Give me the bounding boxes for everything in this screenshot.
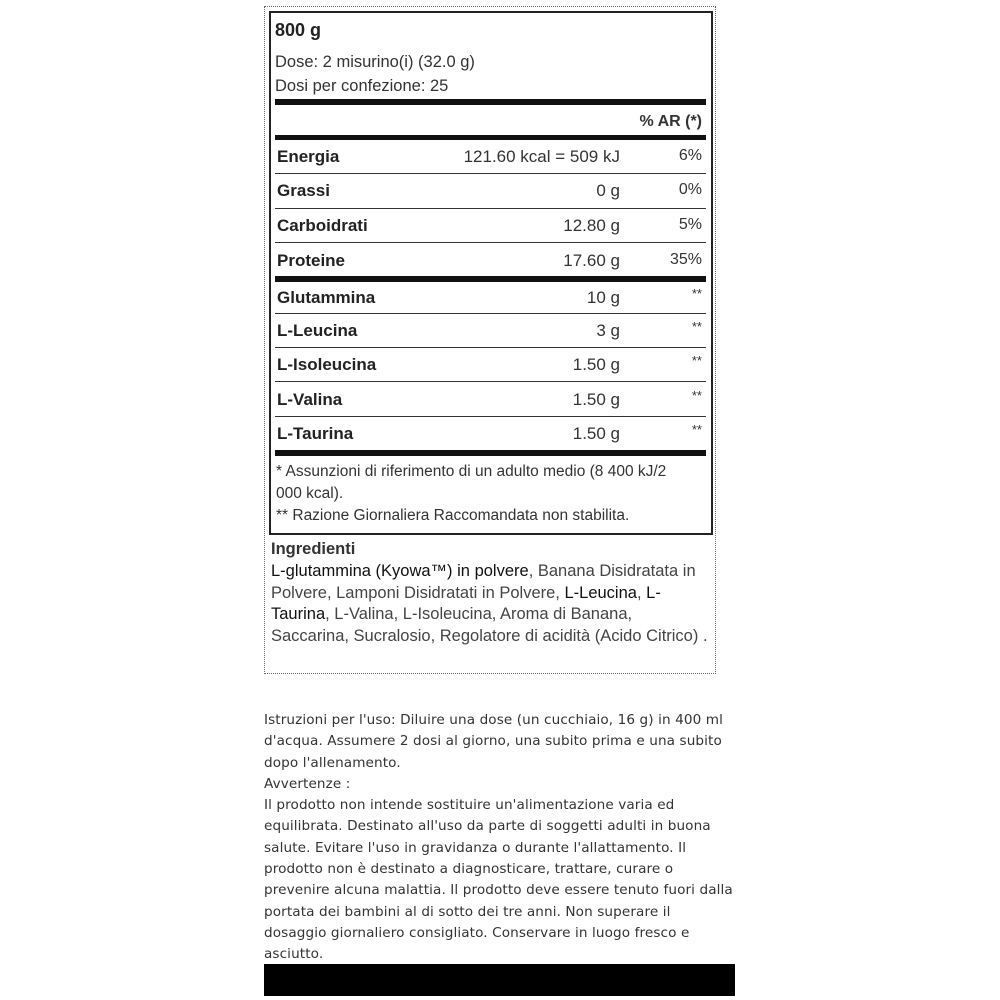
nutrient-row (275, 213, 706, 241)
aminoacid-row (275, 318, 706, 346)
aminoacid-name: L-Valina (277, 390, 343, 409)
aminoacid-ar: ** (691, 422, 702, 437)
nutrient-value: 12.80 g (563, 216, 620, 235)
aminoacid-ar: ** (691, 353, 702, 368)
nutrient-ar: 6% (678, 147, 702, 164)
aminoacid-name: L-Isoleucina (277, 355, 377, 374)
package-weight: 800 g (275, 20, 322, 40)
aminoacid-name: Glutammina (277, 288, 376, 307)
ingredients-title: Ingredienti (271, 540, 356, 558)
footnote-reference-intake: * Assunzioni di riferimento di un adulto medio (8 400 kJ/2 000 kcal). (276, 463, 667, 502)
nutrient-name: Carboidrati (277, 216, 368, 235)
ingredient-text: , L-Valina, L-Isoleucina, Aroma di Banana, Saccarina, Sucralosio, Regolatore di acidità (Acido Citrico) . (271, 605, 708, 645)
ingredient-highlight: L-Leucina (564, 583, 637, 602)
usage-text: Istruzioni per l'uso: Diluire una dose (un cucchiaio, 16 g) in 400 ml d'acqua. Assumere 2 dosi al giorno, una subito prima e una subito dopo l'allenamento. (264, 712, 724, 771)
ar-column-header: % AR (*) (639, 113, 702, 130)
aminoacid-value: 1.50 g (572, 355, 620, 374)
row-divider (275, 208, 706, 209)
ingredient-text: , Banana Disidratata in Polvere, Lamponi Disidratati in Polvere, (271, 562, 696, 602)
nutrient-row (275, 178, 706, 206)
aminoacid-ar: ** (691, 286, 702, 301)
usage-instructions (264, 710, 734, 966)
footnotes (276, 461, 696, 527)
aminoacid-value: 3 g (596, 321, 620, 340)
aminoacid-value: 1.50 g (572, 424, 620, 443)
ingredient-text: , (636, 583, 647, 602)
aminoacid-row (275, 352, 706, 380)
nutrient-row (275, 144, 706, 172)
nutrient-ar: 35% (669, 251, 702, 268)
row-divider (275, 347, 706, 348)
aminoacid-row (275, 285, 706, 313)
footnote-rda: ** Razione Giornaliera Raccomandata non stabilita. (276, 507, 630, 524)
row-divider (275, 313, 706, 314)
warnings-title: Avvertenze : (264, 775, 351, 792)
row-divider (275, 416, 706, 417)
nutrient-name: Grassi (277, 181, 330, 200)
thick-divider (275, 99, 706, 105)
aminoacid-row (275, 421, 706, 449)
ingredient-highlight: L-Taurina (271, 583, 661, 623)
nutrient-value: 17.60 g (563, 251, 620, 270)
row-divider (275, 381, 706, 382)
nutrient-name: Energia (277, 147, 340, 166)
aminoacid-row (275, 387, 706, 415)
aminoacid-name: L-Taurina (277, 424, 354, 443)
thick-divider (275, 276, 706, 282)
nutrient-value: 0 g (596, 181, 620, 200)
servings-per-container: Dosi per confezione: 25 (275, 77, 449, 95)
serving-size: Dose: 2 misurino(i) (32.0 g) (275, 53, 475, 71)
aminoacid-ar: ** (691, 319, 702, 334)
aminoacid-ar: ** (691, 388, 702, 403)
thick-divider (275, 135, 706, 140)
row-divider (275, 173, 706, 174)
nutrient-ar: 0% (678, 181, 702, 198)
nutrient-row (275, 248, 706, 276)
nutrient-ar: 5% (678, 216, 702, 233)
nutrient-value: 121.60 kcal = 509 kJ (463, 147, 620, 166)
nutrient-name: Proteine (277, 251, 346, 270)
aminoacid-name: L-Leucina (277, 321, 358, 340)
ingredient-highlight: L-glutammina (Kyowa™) in polvere (271, 562, 529, 580)
thick-divider (275, 450, 706, 456)
black-bar (264, 964, 735, 996)
ingredients-list (271, 561, 711, 647)
warnings-text: Il prodotto non intende sostituire un'alimentazione varia ed equilibrata. Destinato all'uso da parte di soggetti adulti in buona salute. Evitare l'uso in gravidanza o durante l'allattamento. Il prodotto non è destinato a diagnosticare, trattare, curare o prevenire alcuna malattia. Il prodotto deve essere tenuto fuori dalla portata dei bambini al di sotto dei tre anni. Non superare il dosaggio giornaliero consigliato. Conservare in luogo fresco e asciutto. (264, 797, 733, 963)
aminoacid-value: 10 g (586, 288, 620, 307)
row-divider (275, 242, 706, 243)
aminoacid-value: 1.50 g (572, 390, 620, 409)
